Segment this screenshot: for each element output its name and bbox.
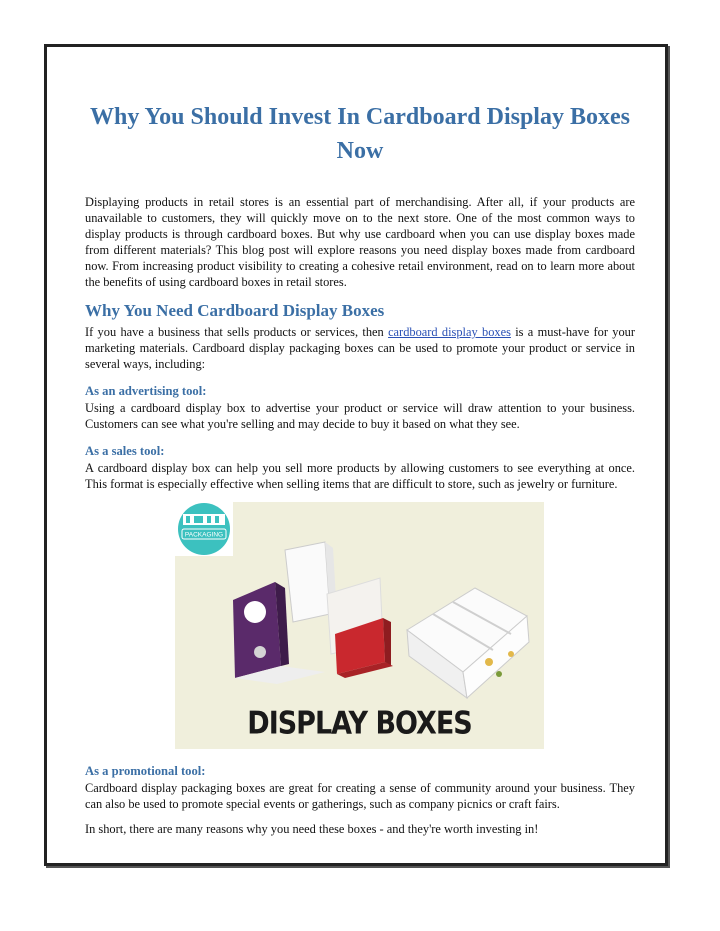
sales-paragraph: A cardboard display box can help you sell more products by allowing customers to see everything at once. This format is especially effective when selling items that are difficult to store, such as jewelry or furniture. [85,461,635,491]
promotional-heading: As a promotional tool: [85,764,206,778]
advertising-paragraph: Using a cardboard display box to advertise your product or service will draw attention to your business. Customers can see what you're selling and may decide to buy it based on what they see. [85,401,635,431]
advertising-heading: As an advertising tool: [85,384,207,398]
cardboard-display-boxes-link[interactable]: cardboard display boxes [388,325,511,339]
promotional-paragraph: Cardboard display packaging boxes are great for creating a sense of community around your business. They can also be used to promote special events or gatherings, such as company picnics or craft fairs. [85,781,635,811]
section-paragraph [85,324,635,372]
section-text-start: If you have a business that sells products or services, then [85,325,389,339]
section-heading: Why You Need Cardboard Display Boxes [85,301,385,320]
document-body [85,100,635,837]
page-title: Why You Should Invest In Cardboard Display Boxes Now [90,104,630,164]
conclusion-paragraph: In short, there are many reasons why you need these boxes - and they're worth investing in! [85,822,539,836]
intro-paragraph: Displaying products in retail stores is an essential part of merchandising. After all, if your products are unavailable to customers, they will quickly move on to the next store. One of the most common ways to display products is through cardboard boxes. But why use cardboard when you can use display boxes made from different materials? This blog post will explore reasons you need display boxes made from cardboard now. From increasing product visibility to creating a cohesive retail environment, read on to learn more about the benefits of using cardboard boxes in retail stores. [85,195,635,289]
display-boxes-illustration [175,502,544,702]
image-caption: DISPLAY BOXES [247,705,472,742]
section-text-end: is a must-have for your marketing materials. Cardboard display packaging boxes can be used to promote your product or service in several ways, including: [85,325,636,371]
display-boxes-image [175,502,544,749]
sales-heading: As a sales tool: [85,444,165,458]
logo-text: PACKAGING [184,531,224,539]
